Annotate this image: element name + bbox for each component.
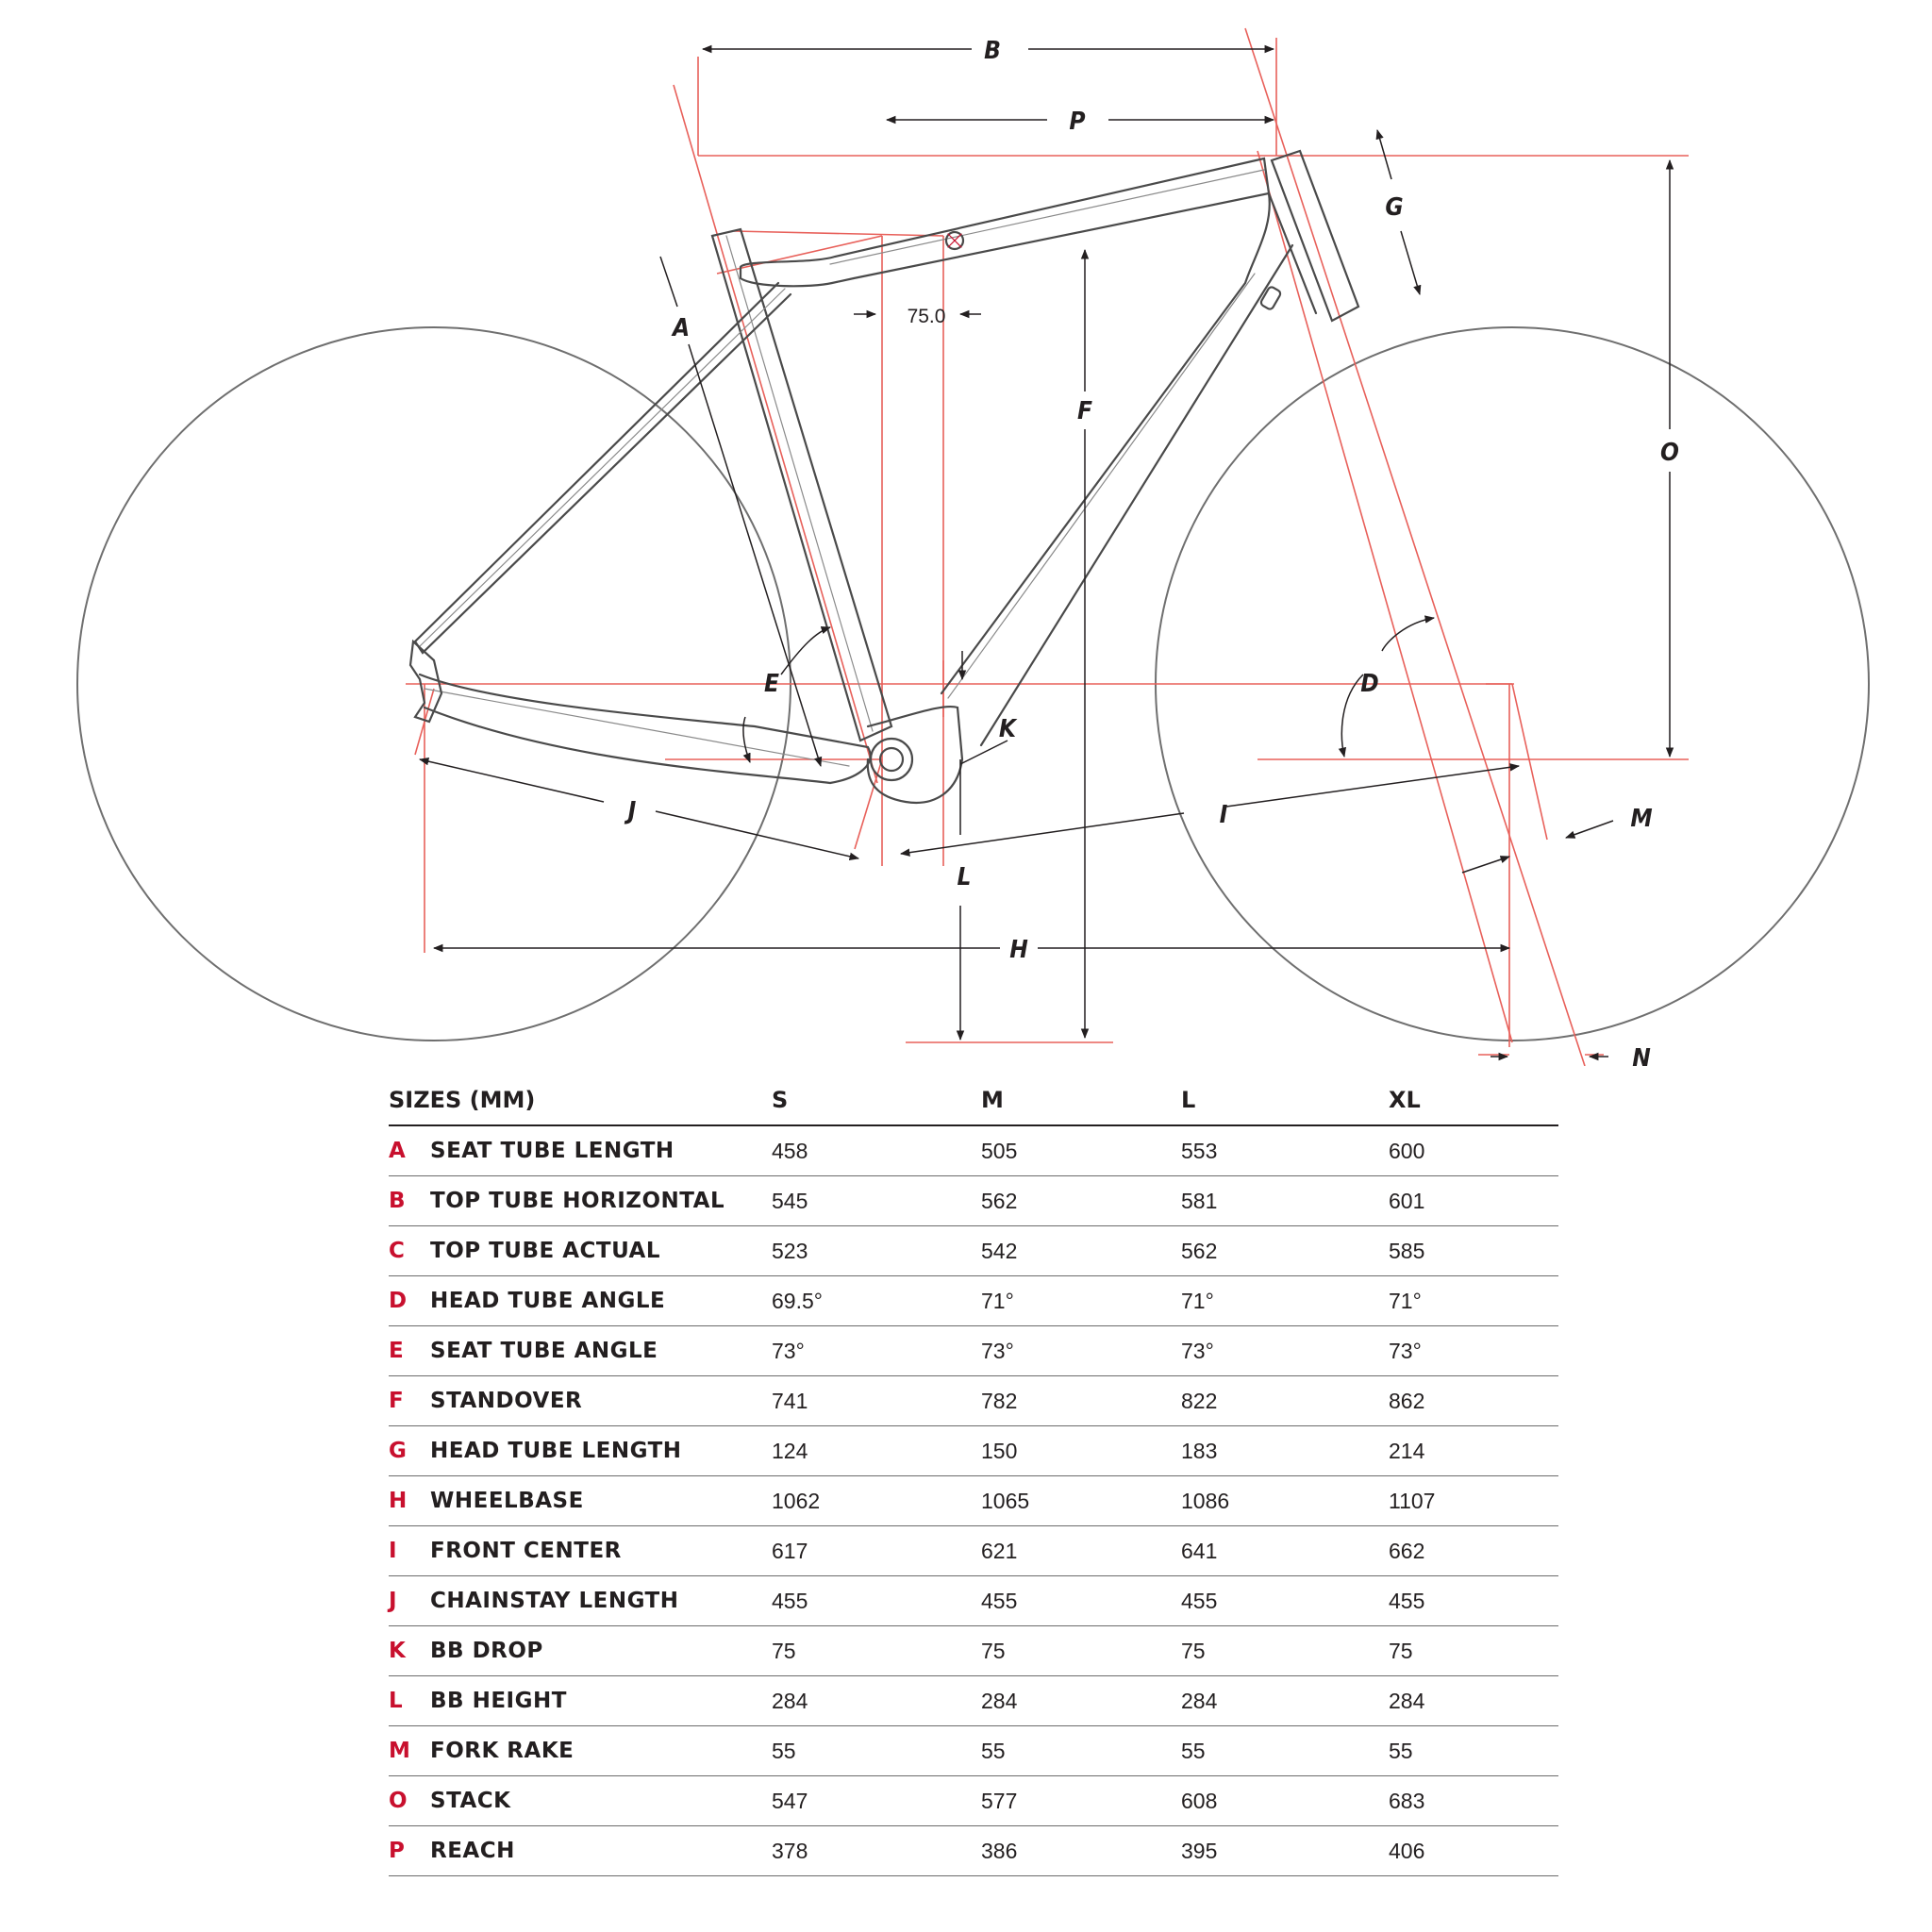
row-name: BB DROP bbox=[430, 1626, 772, 1676]
value-s: 1062 bbox=[772, 1476, 981, 1526]
value-m: 75 bbox=[981, 1626, 1181, 1676]
row-name: WHEELBASE bbox=[430, 1476, 772, 1526]
table-row bbox=[389, 1426, 1558, 1476]
value-m: 150 bbox=[981, 1426, 1181, 1476]
value-s: 73° bbox=[772, 1326, 981, 1376]
row-code: F bbox=[389, 1376, 430, 1426]
value-m: 542 bbox=[981, 1226, 1181, 1276]
value-s: 75 bbox=[772, 1626, 981, 1676]
value-xl: 75 bbox=[1389, 1626, 1558, 1676]
table-row bbox=[389, 1476, 1558, 1526]
seat-angle-label: 75.0 bbox=[907, 306, 946, 327]
table-row bbox=[389, 1276, 1558, 1326]
value-l: 455 bbox=[1181, 1576, 1389, 1626]
value-s: 545 bbox=[772, 1176, 981, 1226]
table-row bbox=[389, 1776, 1558, 1826]
value-s: 284 bbox=[772, 1676, 981, 1726]
dim-label-l: L bbox=[957, 863, 972, 891]
row-name: FRONT CENTER bbox=[430, 1526, 772, 1576]
value-l: 581 bbox=[1181, 1176, 1389, 1226]
row-code: G bbox=[389, 1426, 430, 1476]
value-s: 378 bbox=[772, 1826, 981, 1876]
table-row bbox=[389, 1626, 1558, 1676]
value-xl: 683 bbox=[1389, 1776, 1558, 1826]
value-l: 553 bbox=[1181, 1125, 1389, 1176]
dim-label-a: A bbox=[672, 314, 691, 342]
value-l: 71° bbox=[1181, 1276, 1389, 1326]
row-code: C bbox=[389, 1226, 430, 1276]
value-l: 183 bbox=[1181, 1426, 1389, 1476]
row-code: K bbox=[389, 1626, 430, 1676]
row-name: TOP TUBE ACTUAL bbox=[430, 1226, 772, 1276]
dim-label-p: P bbox=[1069, 108, 1086, 136]
value-s: 617 bbox=[772, 1526, 981, 1576]
value-xl: 662 bbox=[1389, 1526, 1558, 1576]
value-s: 523 bbox=[772, 1226, 981, 1276]
row-name: HEAD TUBE ANGLE bbox=[430, 1276, 772, 1326]
value-m: 386 bbox=[981, 1826, 1181, 1876]
row-name: CHAINSTAY LENGTH bbox=[430, 1576, 772, 1626]
value-xl: 284 bbox=[1389, 1676, 1558, 1726]
value-l: 822 bbox=[1181, 1376, 1389, 1426]
dim-label-g: G bbox=[1385, 193, 1404, 222]
size-header-m: M bbox=[981, 1075, 1181, 1125]
row-name: STANDOVER bbox=[430, 1376, 772, 1426]
row-name: REACH bbox=[430, 1826, 772, 1876]
value-xl: 73° bbox=[1389, 1326, 1558, 1376]
value-s: 458 bbox=[772, 1125, 981, 1176]
dim-label-n: N bbox=[1632, 1044, 1651, 1066]
value-m: 621 bbox=[981, 1526, 1181, 1576]
value-s: 69.5° bbox=[772, 1276, 981, 1326]
table-header-row bbox=[389, 1075, 1558, 1125]
sizes-header: SIZES (MM) bbox=[389, 1075, 772, 1125]
geometry-table bbox=[389, 1075, 1558, 1876]
row-name: TOP TUBE HORIZONTAL bbox=[430, 1176, 772, 1226]
value-m: 1065 bbox=[981, 1476, 1181, 1526]
construction-lines bbox=[406, 28, 1689, 1066]
value-l: 641 bbox=[1181, 1526, 1389, 1576]
value-l: 395 bbox=[1181, 1826, 1389, 1876]
row-code: D bbox=[389, 1276, 430, 1326]
table-row bbox=[389, 1176, 1558, 1226]
dim-label-j: J bbox=[627, 797, 637, 825]
value-xl: 71° bbox=[1389, 1276, 1558, 1326]
value-m: 284 bbox=[981, 1676, 1181, 1726]
value-xl: 601 bbox=[1389, 1176, 1558, 1226]
table-row bbox=[389, 1326, 1558, 1376]
value-l: 284 bbox=[1181, 1676, 1389, 1726]
table-row bbox=[389, 1576, 1558, 1626]
value-m: 455 bbox=[981, 1576, 1181, 1626]
value-xl: 1107 bbox=[1389, 1476, 1558, 1526]
row-name: BB HEIGHT bbox=[430, 1676, 772, 1726]
dim-label-h: H bbox=[1009, 936, 1028, 964]
value-s: 455 bbox=[772, 1576, 981, 1626]
row-name: FORK RAKE bbox=[430, 1726, 772, 1776]
row-name: SEAT TUBE ANGLE bbox=[430, 1326, 772, 1376]
value-xl: 406 bbox=[1389, 1826, 1558, 1876]
value-s: 55 bbox=[772, 1726, 981, 1776]
size-header-l: L bbox=[1181, 1075, 1389, 1125]
value-l: 75 bbox=[1181, 1626, 1389, 1676]
row-code: P bbox=[389, 1826, 430, 1876]
value-m: 505 bbox=[981, 1125, 1181, 1176]
value-xl: 862 bbox=[1389, 1376, 1558, 1426]
value-l: 73° bbox=[1181, 1326, 1389, 1376]
row-code: A bbox=[389, 1125, 430, 1176]
value-xl: 214 bbox=[1389, 1426, 1558, 1476]
value-l: 1086 bbox=[1181, 1476, 1389, 1526]
dim-label-d: D bbox=[1360, 670, 1379, 698]
dim-label-f: F bbox=[1077, 397, 1092, 425]
row-code: H bbox=[389, 1476, 430, 1526]
table-row bbox=[389, 1125, 1558, 1176]
table-row bbox=[389, 1226, 1558, 1276]
table-row bbox=[389, 1526, 1558, 1576]
table-row bbox=[389, 1726, 1558, 1776]
table-row bbox=[389, 1676, 1558, 1726]
value-s: 124 bbox=[772, 1426, 981, 1476]
dim-label-o: O bbox=[1660, 439, 1679, 467]
geometry-table-body bbox=[389, 1125, 1558, 1876]
value-s: 741 bbox=[772, 1376, 981, 1426]
value-m: 782 bbox=[981, 1376, 1181, 1426]
dim-label-i: I bbox=[1219, 801, 1228, 829]
dim-label-m: M bbox=[1630, 805, 1653, 833]
value-xl: 585 bbox=[1389, 1226, 1558, 1276]
table-row bbox=[389, 1826, 1558, 1876]
row-code: O bbox=[389, 1776, 430, 1826]
dim-label-b: B bbox=[984, 37, 1001, 65]
row-code: L bbox=[389, 1676, 430, 1726]
value-l: 55 bbox=[1181, 1726, 1389, 1776]
value-xl: 455 bbox=[1389, 1576, 1558, 1626]
value-m: 71° bbox=[981, 1276, 1181, 1326]
row-code: M bbox=[389, 1726, 430, 1776]
row-code: J bbox=[389, 1576, 430, 1626]
row-code: E bbox=[389, 1326, 430, 1376]
row-name: STACK bbox=[430, 1776, 772, 1826]
value-l: 562 bbox=[1181, 1226, 1389, 1276]
row-code: B bbox=[389, 1176, 430, 1226]
row-code: I bbox=[389, 1526, 430, 1576]
table-row bbox=[389, 1376, 1558, 1426]
value-s: 547 bbox=[772, 1776, 981, 1826]
row-name: SEAT TUBE LENGTH bbox=[430, 1125, 772, 1176]
dim-label-k: K bbox=[998, 715, 1017, 743]
value-m: 562 bbox=[981, 1176, 1181, 1226]
dim-label-e: E bbox=[764, 670, 779, 698]
size-header-s: S bbox=[772, 1075, 981, 1125]
value-m: 55 bbox=[981, 1726, 1181, 1776]
value-xl: 55 bbox=[1389, 1726, 1558, 1776]
value-m: 577 bbox=[981, 1776, 1181, 1826]
value-m: 73° bbox=[981, 1326, 1181, 1376]
row-name: HEAD TUBE LENGTH bbox=[430, 1426, 772, 1476]
dimension-labels bbox=[625, 37, 1679, 1066]
size-header-xl: XL bbox=[1389, 1075, 1558, 1125]
value-xl: 600 bbox=[1389, 1125, 1558, 1176]
bike-frame bbox=[410, 151, 1358, 803]
value-l: 608 bbox=[1181, 1776, 1389, 1826]
